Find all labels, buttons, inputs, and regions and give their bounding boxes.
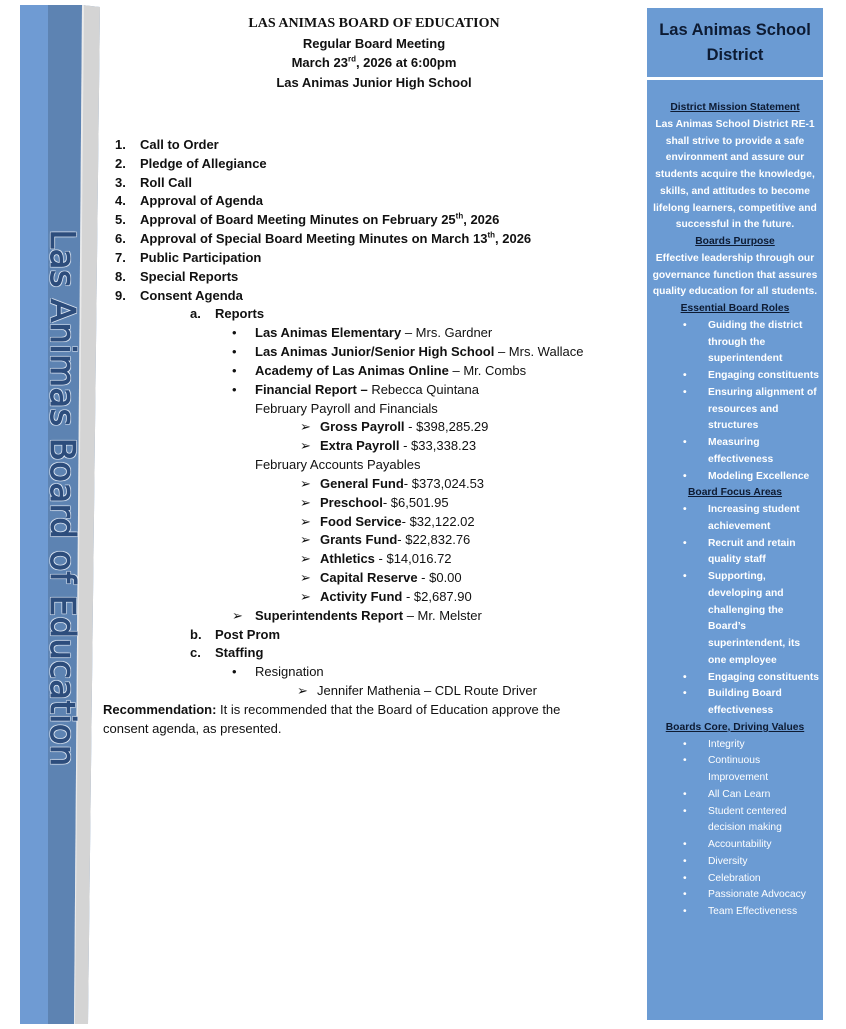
bullet-icon: • xyxy=(232,344,237,360)
sidebar xyxy=(647,80,823,1020)
bullet-icon: • xyxy=(683,571,687,582)
arrow-bullet-icon: ➢ xyxy=(300,570,311,586)
values-item: • Integrity xyxy=(647,737,823,754)
arrow-bullet-icon: ➢ xyxy=(300,494,311,510)
roles-item: • Modeling Excellence xyxy=(647,469,823,486)
resignation: • Resignation xyxy=(232,664,324,680)
reports-item: • Las Animas Junior/Senior High School – Mrs. Wallace xyxy=(0,343,640,362)
bullet-icon: • xyxy=(683,855,687,867)
payables-item: ➢ General Fund- $373,024.53 xyxy=(0,475,640,494)
agenda-item: 6. Approval of Special Board Meeting Minutes on March 13th, 2026 xyxy=(115,230,532,247)
bullet-icon: • xyxy=(683,738,687,750)
bullet-icon: • xyxy=(683,872,687,884)
focus-item: • Increasing student achievement xyxy=(683,504,800,532)
values-item: • Team Effectiveness xyxy=(647,904,823,921)
reports-item: • Academy of Las Animas Online – Mr. Combs xyxy=(0,362,640,381)
bullet-icon: • xyxy=(683,537,687,549)
bullet-icon: • xyxy=(232,362,237,378)
meeting-date: March 23rd, 2026 at 6:00pm xyxy=(291,55,457,71)
values-item: • Accountability xyxy=(647,837,823,854)
mission-text: Las Animas School District RE-1 shall strive to provide a safe environment and assure our students acquire the knowledge, skills, and attitudes to become lifelong learners, competitive and successful in the future. xyxy=(653,118,817,231)
agenda-item: 1. Call to Order xyxy=(115,137,219,152)
agenda-item: 7. Public Participation xyxy=(115,249,262,265)
reports-item: • Las Animas Elementary – Mrs. Gardner xyxy=(0,324,640,343)
purpose-heading: Boards Purpose xyxy=(695,236,775,247)
payables-item: ➢ Capital Reserve - $0.00 xyxy=(0,569,640,588)
payables-item: ➢ Athletics - $14,016.72 xyxy=(0,550,640,569)
bullet-icon: • xyxy=(683,437,687,448)
bullet-icon: • xyxy=(683,504,687,515)
roles-item: • Measuring effectiveness xyxy=(683,437,774,465)
payables-item: ➢ Grants Fund- $22,832.76 xyxy=(0,531,640,550)
agenda-item: 8. Special Reports xyxy=(115,268,239,284)
staffing: c. Staffing xyxy=(190,645,264,661)
roles-heading: Essential Board Roles xyxy=(680,303,790,314)
values-item: • Diversity xyxy=(647,854,823,871)
superintendent-report: ➢ Superintendents Report – Mr. Melster xyxy=(232,607,482,623)
values-item: • Passionate Advocacy xyxy=(647,887,823,904)
agenda-item: 2. Pledge of Allegiance xyxy=(115,155,267,171)
focus-item: • Supporting, developing and challenging the Board’s superintendent, its one employee xyxy=(683,571,801,666)
payables-item: ➢ Food Service- $32,122.02 xyxy=(0,513,640,532)
payables-heading: February Accounts Payables xyxy=(255,457,421,473)
arrow-bullet-icon: ➢ xyxy=(300,438,311,454)
roles-item: • Engaging constituents xyxy=(647,368,823,385)
bullet-icon: • xyxy=(683,370,687,381)
bullet-icon: • xyxy=(683,906,687,917)
agenda-item: 9. Consent Agenda xyxy=(115,287,243,303)
bullet-icon: • xyxy=(232,325,237,341)
payables-item: ➢ Preschool- $6,501.95 xyxy=(0,494,640,513)
payroll-heading: February Payroll and Financials xyxy=(255,400,438,416)
values-item: • All Can Learn xyxy=(647,787,823,804)
payroll-item: ➢ Gross Payroll - $398,285.29 xyxy=(0,418,640,437)
values-item: • Student centered decision making xyxy=(683,805,787,834)
roles-item: • Ensuring alignment of resources and structures xyxy=(683,386,817,432)
bullet-icon: • xyxy=(683,839,687,850)
values-item: • Continuous Improvement xyxy=(683,755,769,783)
arrow-bullet-icon: ➢ xyxy=(300,419,311,435)
payables-item: ➢ Activity Fund - $2,687.90 xyxy=(0,588,640,607)
document-header xyxy=(120,14,628,93)
focus-item: • Recruit and retain quality staff xyxy=(683,537,796,566)
org-title: LAS ANIMAS BOARD OF EDUCATION xyxy=(248,16,500,31)
reports-item: • Financial Report – Rebecca Quintana xyxy=(0,381,640,400)
arrow-bullet-icon: ➢ xyxy=(300,551,311,567)
bullet-icon: • xyxy=(683,671,687,683)
focus-item: • Engaging constituents xyxy=(647,670,823,687)
bullet-icon: • xyxy=(232,381,237,397)
values-item: • Celebration xyxy=(647,871,823,888)
arrow-bullet-icon: ➢ xyxy=(300,588,311,604)
bullet-icon: • xyxy=(683,889,687,901)
values-heading: Boards Core, Driving Values xyxy=(665,721,805,733)
meeting-location: Las Animas Junior High School xyxy=(276,75,472,91)
bullet-icon: • xyxy=(683,755,687,767)
mission-heading: District Mission Statement xyxy=(670,102,800,113)
sidebar-title: Las Animas School District xyxy=(647,8,823,77)
agenda-item: 5. Approval of Board Meeting Minutes on February 25th, 2026 xyxy=(115,211,500,228)
banner-title: Las Animas Board of Education xyxy=(42,229,82,767)
purpose-text: Effective leadership through our governance function that assures quality education for all students. xyxy=(652,252,818,298)
bullet-icon: • xyxy=(683,688,687,700)
bullet-icon: • xyxy=(683,805,687,817)
arrow-bullet-icon: ➢ xyxy=(300,475,311,491)
recommendation: Recommendation: It is recommended that the Board of Education approve the consent agenda, as presented. xyxy=(103,701,561,736)
resignee: ➢ Jennifer Mathenia – CDL Route Driver xyxy=(297,683,537,699)
focus-heading: Board Focus Areas xyxy=(687,487,783,499)
reports-heading: a. Reports xyxy=(190,306,265,322)
arrow-bullet-icon: ➢ xyxy=(300,513,311,529)
payroll-item: ➢ Extra Payroll - $33,338.23 xyxy=(0,437,640,456)
roles-item: • Guiding the district through the superintendent xyxy=(683,319,803,365)
bullet-icon: • xyxy=(683,386,687,398)
arrow-bullet-icon: ➢ xyxy=(300,532,311,548)
agenda-item: 4. Approval of Agenda xyxy=(115,193,264,209)
agenda-list xyxy=(0,136,640,736)
post-prom: b. Post Prom xyxy=(190,626,281,642)
agenda-item: 3. Roll Call xyxy=(115,174,193,190)
focus-item: • Building Board effectiveness xyxy=(683,688,782,716)
bullet-icon: • xyxy=(683,788,687,800)
bullet-icon: • xyxy=(683,470,687,482)
meeting-type: Regular Board Meeting xyxy=(302,35,446,51)
bullet-icon: • xyxy=(683,319,687,331)
